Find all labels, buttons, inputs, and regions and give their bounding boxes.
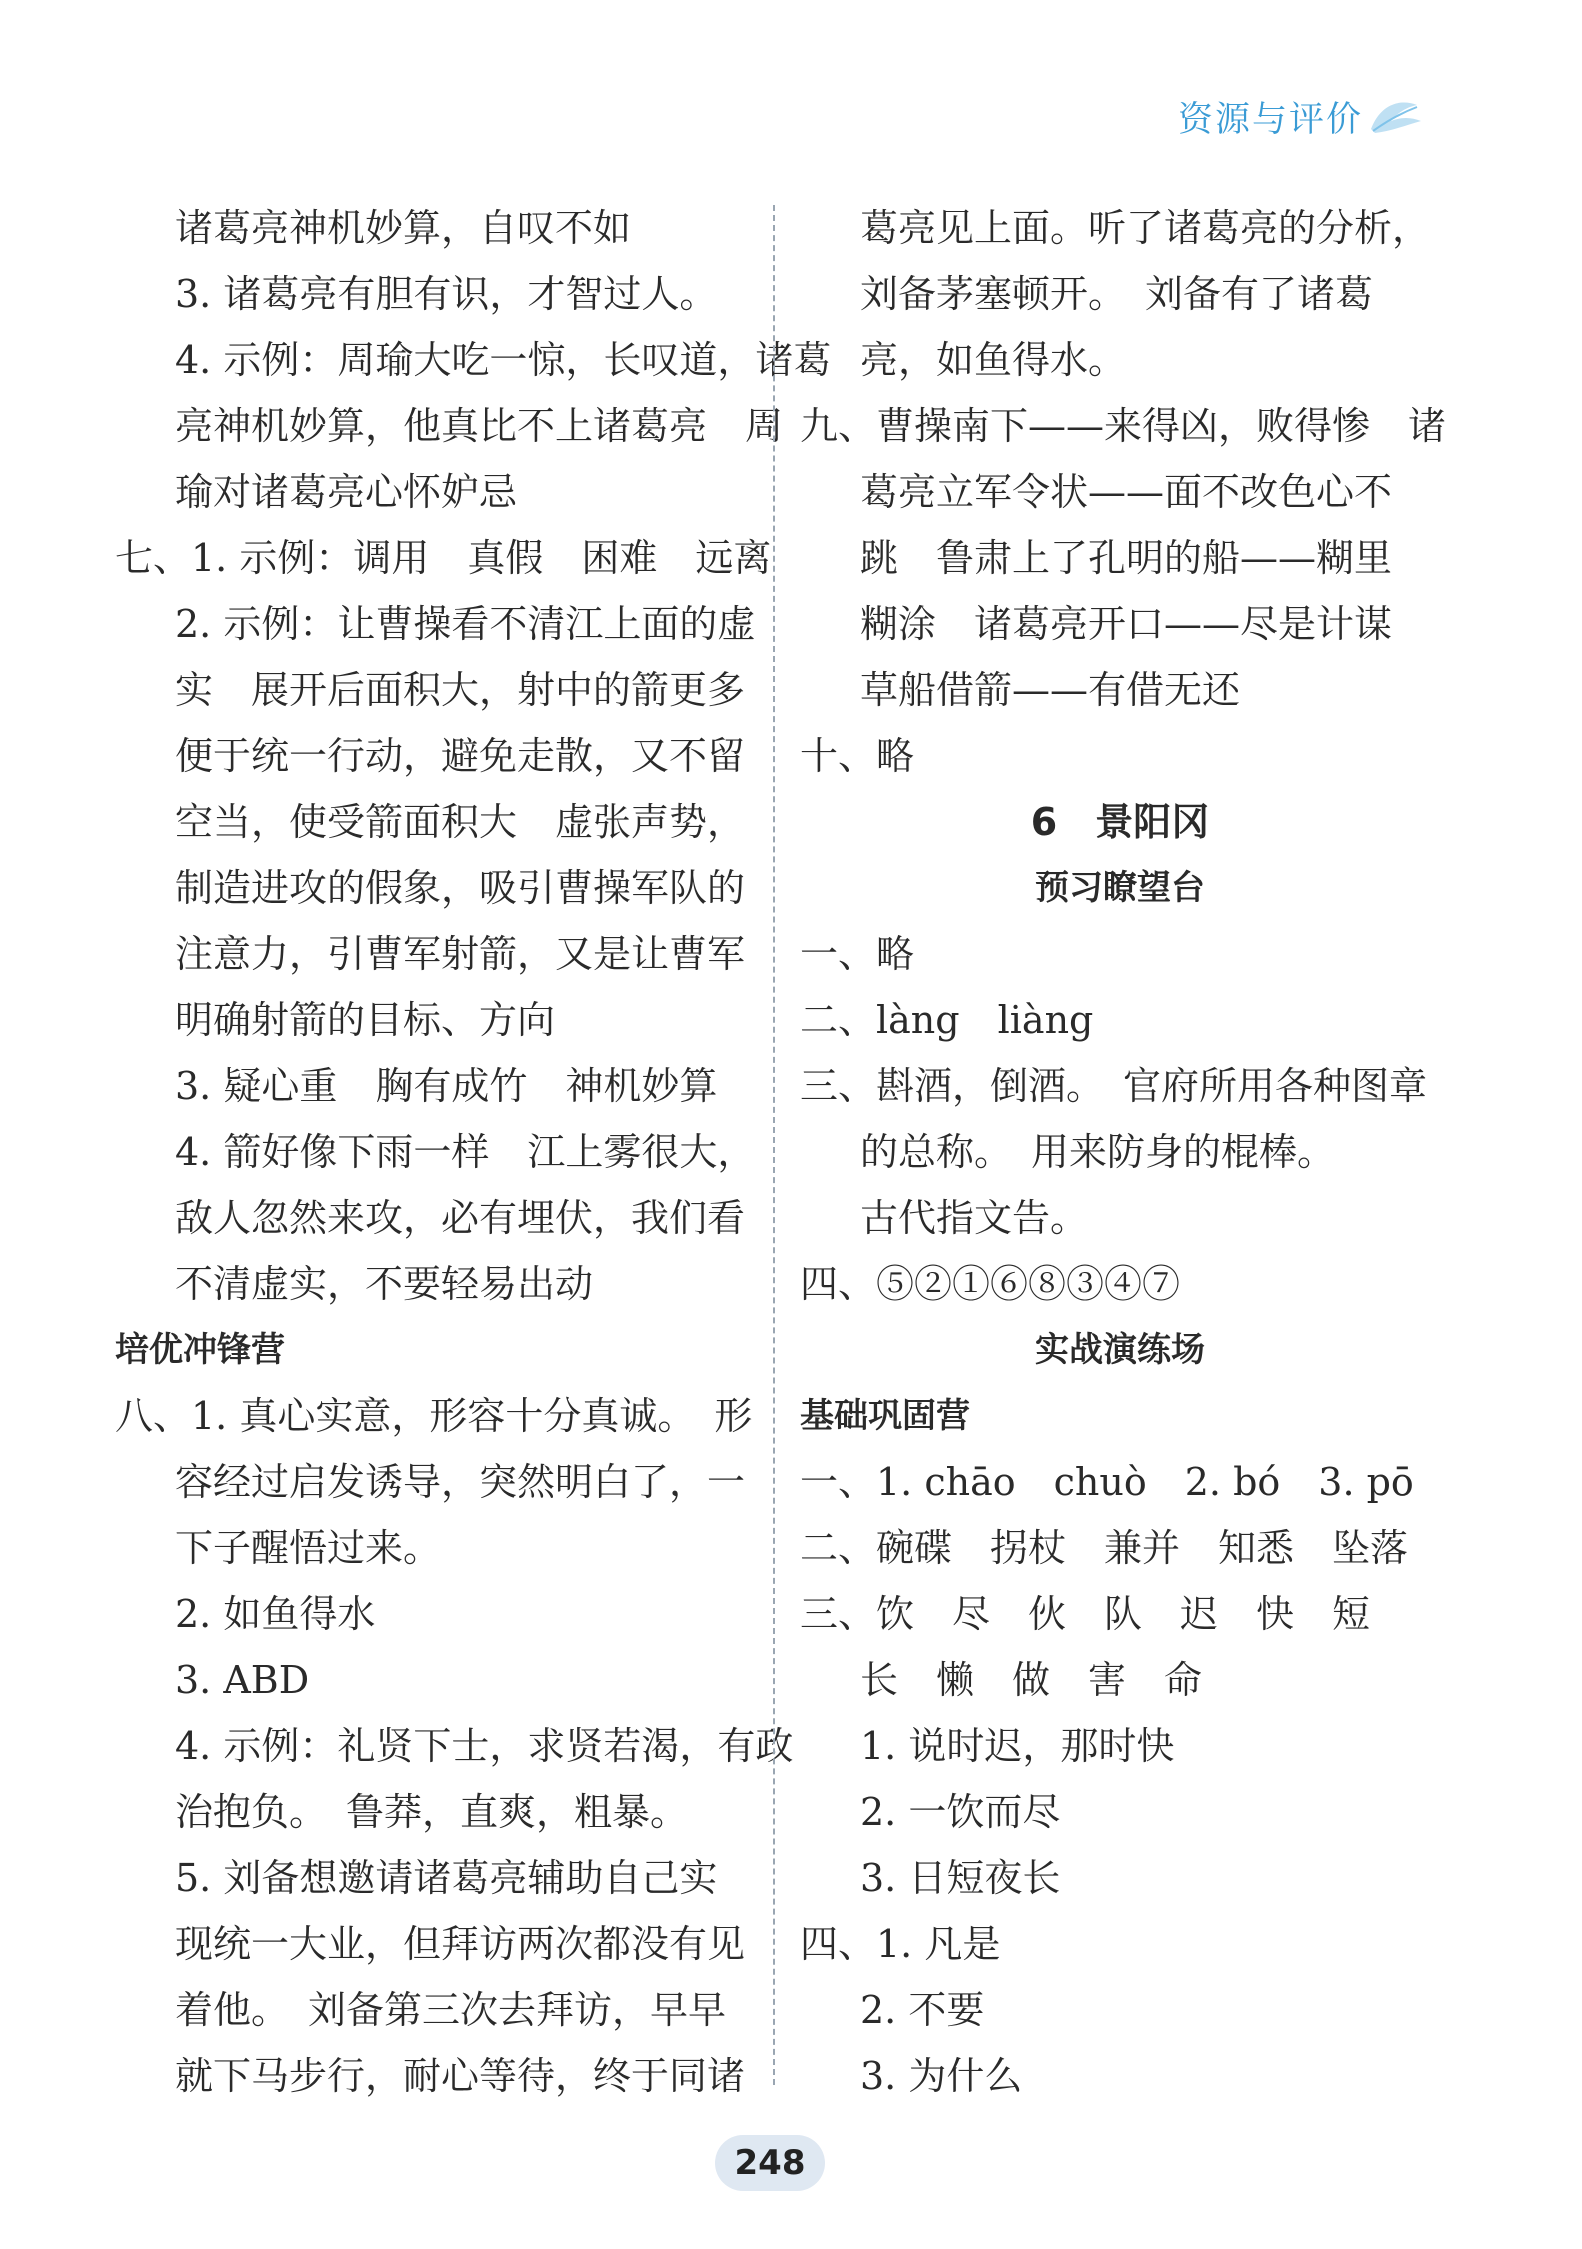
answer-line: 4. 示例：礼贤下士，求贤若渴，有政 bbox=[175, 1724, 794, 1768]
answer-line: 一、1. chāo chuò 2. bó 3. pō bbox=[800, 1460, 1414, 1504]
answer-line: 就下马步行，耐心等待，终于同诸 bbox=[175, 2054, 746, 2098]
answer-line: 糊涂 诸葛亮开口——尽是计谋 bbox=[860, 602, 1393, 646]
page-header bbox=[1178, 92, 1427, 142]
answer-line: 注意力，引曹军射箭，又是让曹军 bbox=[175, 932, 746, 976]
answer-line: 2. 一饮而尽 bbox=[860, 1790, 1061, 1834]
answer-line: 3. 疑心重 胸有成竹 神机妙算 bbox=[175, 1064, 718, 1108]
answer-line: 现统一大业，但拜访两次都没有见 bbox=[175, 1922, 746, 1966]
answer-line: 诸葛亮神机妙算，自叹不如 bbox=[175, 206, 632, 250]
section-heading: 预习瞭望台 bbox=[1035, 868, 1205, 908]
answer-line: 葛亮立军令状——面不改色心不 bbox=[860, 470, 1393, 514]
answer-line: 长 懒 做 害 命 bbox=[860, 1658, 1203, 1702]
page-number bbox=[715, 2135, 825, 2191]
answer-line: 古代指文告。 bbox=[860, 1196, 1089, 1240]
left-column bbox=[115, 195, 832, 2109]
answer-line: 草船借箭——有借无还 bbox=[860, 668, 1241, 712]
answer-line: 二、làng liàng bbox=[800, 998, 1094, 1042]
section-heading: 培优冲锋营 bbox=[115, 1330, 285, 1370]
answer-line: 2. 如鱼得水 bbox=[175, 1592, 376, 1636]
answer-line: 容经过启发诱导，突然明白了，一 bbox=[175, 1460, 746, 1504]
section-heading: 基础巩固营 bbox=[800, 1396, 970, 1436]
answer-line: 刘备茅塞顿开。 刘备有了诸葛 bbox=[860, 272, 1374, 316]
answer-line: 七、1. 示例：调用 真假 困难 远离 bbox=[115, 536, 772, 580]
answer-line: 3. ABD bbox=[175, 1658, 310, 1702]
answer-line: 4. 箭好像下雨一样 江上雾很大， bbox=[175, 1130, 756, 1174]
answer-line: 制造进攻的假象，吸引曹操军队的 bbox=[175, 866, 746, 910]
answer-line: 亮，如鱼得水。 bbox=[860, 338, 1127, 382]
answer-line: 一、略 bbox=[800, 932, 915, 976]
answer-line: 跳 鲁肃上了孔明的船——糊里 bbox=[860, 536, 1393, 580]
answer-line: 葛亮见上面。听了诸葛亮的分析， bbox=[860, 206, 1431, 250]
answer-line: 的总称。 用来防身的棍棒。 bbox=[860, 1130, 1336, 1174]
right-column bbox=[800, 195, 1447, 2109]
answer-line: 不清虚实，不要轻易出动 bbox=[175, 1262, 594, 1306]
answer-line: 2. 不要 bbox=[860, 1988, 985, 2032]
answer-line: 1. 说时迟，那时快 bbox=[860, 1724, 1175, 1768]
answer-line: 治抱负。 鲁莽，直爽，粗暴。 bbox=[175, 1790, 689, 1834]
page-number-label: 248 bbox=[715, 2135, 825, 2191]
answer-line: 5. 刘备想邀请诸葛亮辅助自己实 bbox=[175, 1856, 718, 1900]
lesson-title: 6 景阳冈 bbox=[1030, 800, 1210, 844]
answer-line: 三、饮 尽 伙 队 迟 快 短 bbox=[800, 1592, 1371, 1636]
answer-line: 4. 示例：周瑜大吃一惊，长叹道，诸葛 bbox=[175, 338, 832, 382]
answer-line: 3. 诸葛亮有胆有识，才智过人。 bbox=[175, 272, 718, 316]
answer-line: 二、碗碟 拐杖 兼并 知悉 坠落 bbox=[800, 1526, 1409, 1570]
answer-line: 三、斟酒，倒酒。 官府所用各种图章 bbox=[800, 1064, 1428, 1108]
answer-line: 3. 日短夜长 bbox=[860, 1856, 1061, 1900]
feather-logo-icon bbox=[1367, 95, 1427, 139]
answer-line: 四、⑤②①⑥⑧③④⑦ bbox=[800, 1262, 1181, 1306]
answer-line: 便于统一行动，避免走散，又不留 bbox=[175, 734, 746, 778]
answer-line: 九、曹操南下——来得凶，败得惨 诸 bbox=[800, 404, 1447, 448]
answer-line: 空当，使受箭面积大 虚张声势， bbox=[175, 800, 746, 844]
answer-line: 2. 示例：让曹操看不清江上面的虚 bbox=[175, 602, 756, 646]
answer-line: 十、略 bbox=[800, 734, 915, 778]
answer-line: 3. 为什么 bbox=[860, 2054, 1023, 2098]
answer-line: 下子醒悟过来。 bbox=[175, 1526, 442, 1570]
answer-line: 八、1. 真心实意，形容十分真诚。 形 bbox=[115, 1394, 753, 1438]
header-title: 资源与评价 bbox=[1177, 100, 1363, 140]
answer-line: 着他。 刘备第三次去拜访，早早 bbox=[175, 1988, 727, 2032]
section-heading: 实战演练场 bbox=[1035, 1330, 1205, 1370]
answer-line: 四、1. 凡是 bbox=[800, 1922, 1001, 1966]
column-divider bbox=[773, 205, 775, 2085]
answer-line: 亮神机妙算，他真比不上诸葛亮 周 bbox=[175, 404, 784, 448]
answer-line: 敌人忽然来攻，必有埋伏，我们看 bbox=[175, 1196, 746, 1240]
answer-line: 瑜对诸葛亮心怀妒忌 bbox=[175, 470, 518, 514]
answer-line: 实 展开后面积大，射中的箭更多 bbox=[175, 668, 746, 712]
answer-line: 明确射箭的目标、方向 bbox=[175, 998, 556, 1042]
